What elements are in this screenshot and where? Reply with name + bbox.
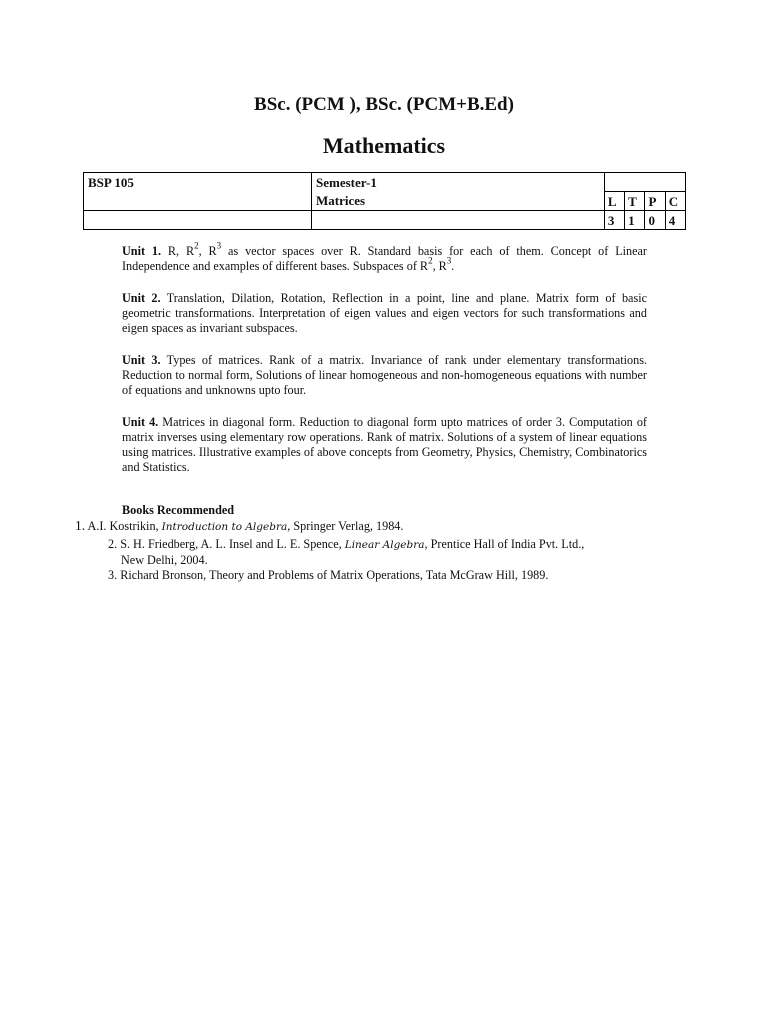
- semester-label: Semester-1: [312, 173, 605, 192]
- book-publisher: , Prentice Hall of India Pvt. Ltd.,: [424, 537, 585, 551]
- book-number: 2.: [108, 537, 118, 551]
- unit-label: Unit 2.: [122, 291, 161, 305]
- books-heading: Books Recommended: [122, 503, 235, 517]
- unit-label: Unit 1.: [122, 244, 162, 258]
- unit-text: R, R: [161, 244, 195, 258]
- unit-3: [122, 353, 647, 398]
- book-item-1: [75, 518, 403, 535]
- units-section: [122, 240, 647, 492]
- book-title: Introduction to Algebra: [161, 521, 288, 533]
- course-info-table: [83, 172, 686, 230]
- superscript: 2: [194, 240, 199, 251]
- ltpc-header-t: T: [625, 192, 645, 211]
- book-publisher-city: New Delhi, 2004.: [121, 553, 208, 567]
- course-table-row: [84, 173, 686, 192]
- course-code: BSP 105: [84, 173, 312, 192]
- course-table-row: [84, 192, 686, 211]
- unit-text: .: [451, 259, 455, 273]
- ltpc-header-l: L: [604, 192, 624, 211]
- ltpc-blank-cell: [604, 173, 685, 192]
- course-table-row: [84, 211, 686, 230]
- empty-cell: [84, 211, 312, 230]
- unit-text: , R: [432, 259, 447, 273]
- unit-text: Matrices in diagonal form. Reduction to diagonal form upto matrices of order 3. Computation of matrix inverses using elementary row operations. Rank of matrix. Solutions of a system of linear equations using matrices. Illustrative examples of above concepts from Geometry, Physics, Chemistry, Combinatorics and Statistics.: [122, 415, 647, 474]
- empty-cell: [84, 192, 312, 211]
- superscript: 3: [216, 240, 222, 251]
- book-title: Linear Algebra: [344, 539, 425, 551]
- subject-title: Mathematics: [322, 133, 446, 158]
- ltpc-value-l: 3: [604, 211, 624, 230]
- unit-label: Unit 3.: [122, 353, 161, 367]
- course-name: Matrices: [312, 192, 605, 211]
- book-item-3: [108, 568, 548, 583]
- book-number: 1.: [75, 518, 86, 533]
- book-publisher: , Springer Verlag, 1984.: [287, 519, 404, 533]
- empty-cell: [312, 211, 605, 230]
- ltpc-value-t: 1: [625, 211, 645, 230]
- book-text: Richard Bronson, Theory and Problems of Matrix Operations, Tata McGraw Hill, 1989.: [117, 568, 549, 582]
- ltpc-value-c: 4: [665, 211, 685, 230]
- book-item-2: [108, 537, 628, 568]
- unit-4: [122, 415, 647, 475]
- book-number: 3.: [108, 568, 118, 582]
- ltpc-header-c: C: [665, 192, 685, 211]
- program-title: BSc. (PCM ), BSc. (PCM+B.Ed): [254, 94, 514, 115]
- ltpc-value-p: 0: [645, 211, 665, 230]
- unit-label: Unit 4.: [122, 415, 159, 429]
- book-author: S. H. Friedberg, A. L. Insel and L. E. Spence,: [117, 537, 345, 551]
- unit-text: as vector spaces over R. Standard basis for each of them. Concept of Linear Independence and examples of different bases. Subspaces of R: [122, 244, 647, 273]
- unit-text: Types of matrices. Rank of a matrix. Invariance of rank under elementary transformations. Reduction to normal form, Solutions of linear homogeneous and non-homogeneous equations with number of equations and unknowns upto four.: [122, 353, 647, 397]
- unit-2: [122, 291, 647, 336]
- unit-text: Translation, Dilation, Rotation, Reflection in a point, line and plane. Matrix form of basic geometric transformations. Interpretation of eigen values and eigen vectors for such transformations and eigen spaces as invariant subspaces.: [122, 291, 647, 335]
- superscript: 3: [446, 255, 452, 266]
- superscript: 2: [428, 255, 433, 266]
- ltpc-header-p: P: [645, 192, 665, 211]
- unit-1: [122, 240, 647, 274]
- book-author: A.I. Kostrikin,: [85, 519, 162, 533]
- unit-text: , R: [198, 244, 217, 258]
